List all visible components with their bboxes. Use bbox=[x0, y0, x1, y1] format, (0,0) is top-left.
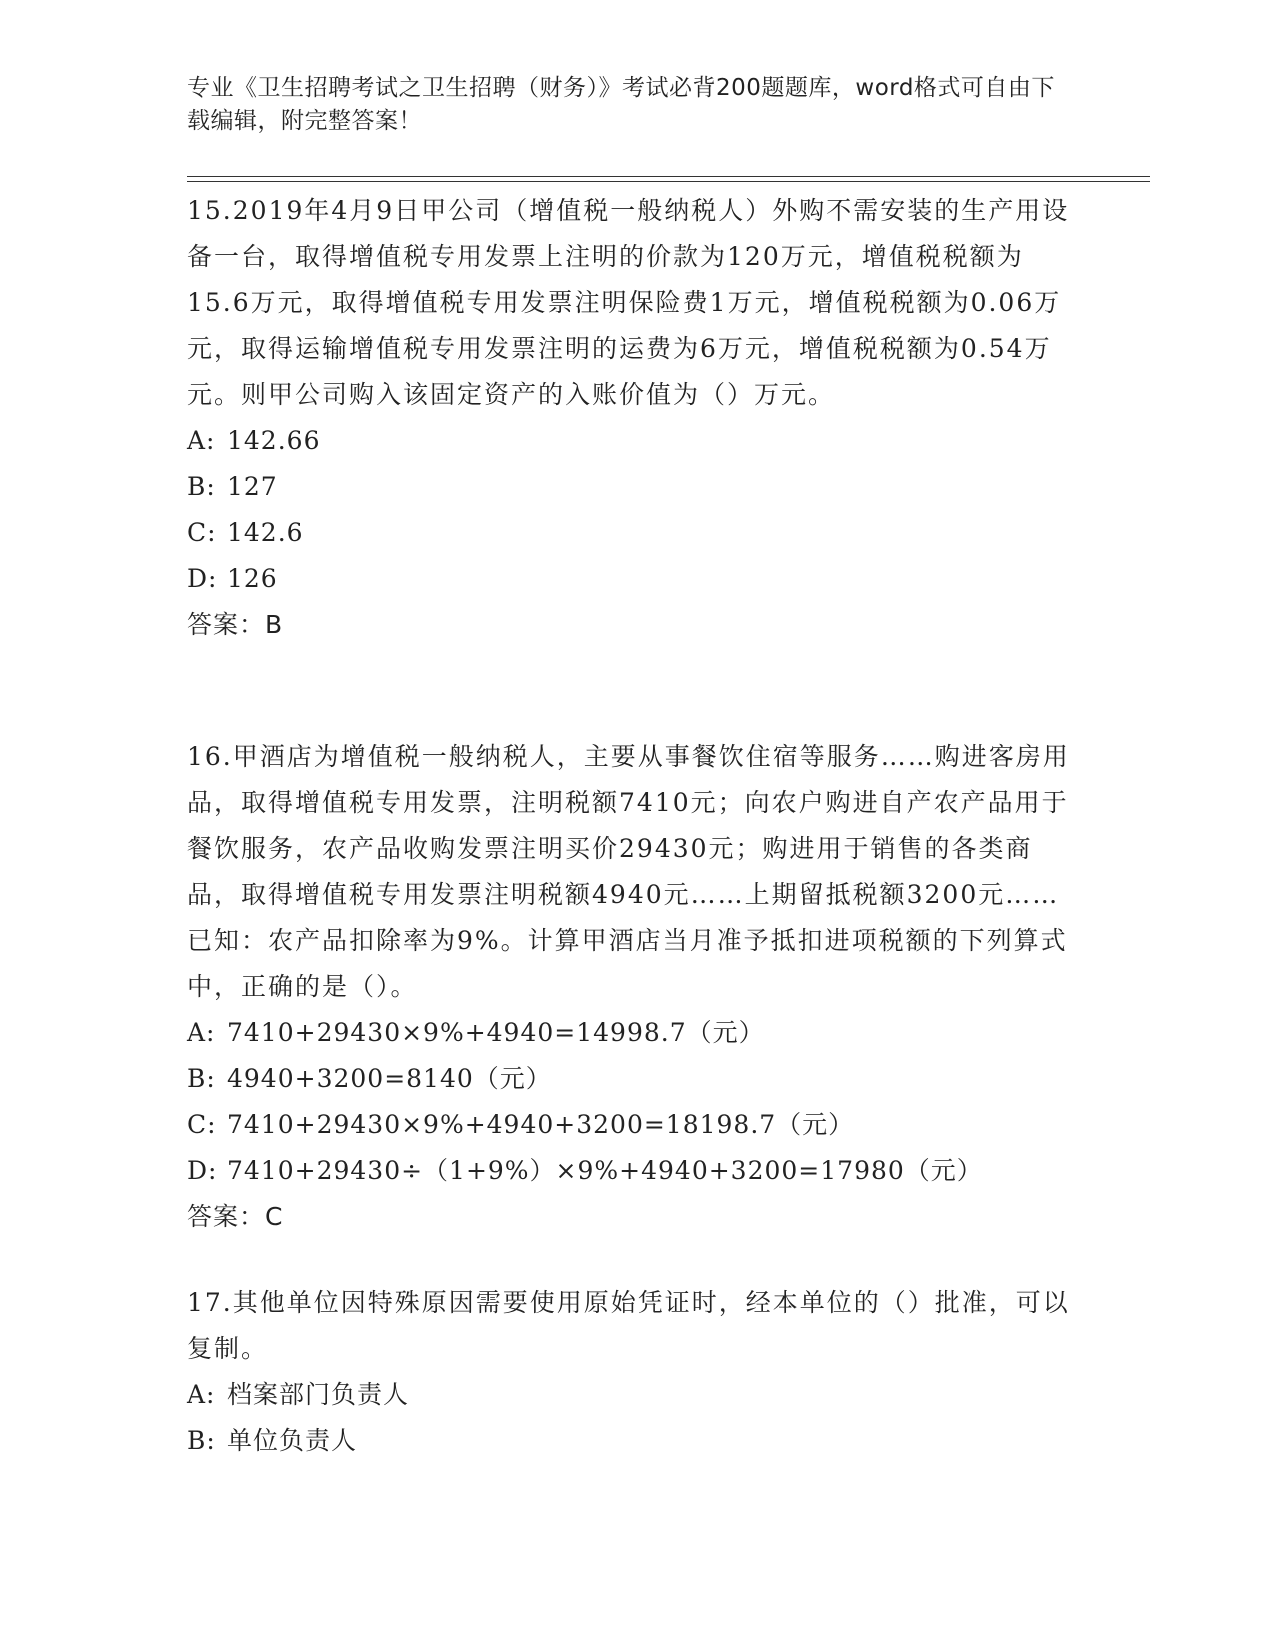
option-text: 142.66 bbox=[227, 426, 321, 455]
option-b bbox=[187, 464, 1082, 510]
question-text: 17.其他单位因特殊原因需要使用原始凭证时，经本单位的（）批准，可以复制。 bbox=[187, 1288, 1070, 1363]
option-letter: B: bbox=[187, 472, 216, 501]
option-a bbox=[187, 1372, 1082, 1418]
question-text: 16.甲酒店为增值税一般纳税人，主要从事餐饮住宿等服务……购进客房用品，取得增值税专用发票，注明税额7410元；向农户购进自产农产品用于餐饮服务，农产品收购发票注明买价29430元；购进用于销售的各类商品，取得增值税专用发票注明税额4940元……上期留抵税额3200元……已知：农产品扣除率为9%。计算甲酒店当月准予抵扣进项税额的下列算式中，正确的是（）。 bbox=[187, 742, 1070, 1001]
option-text: 单位负责人 bbox=[227, 1426, 358, 1455]
option-text: 4940+3200=8140（元） bbox=[227, 1064, 552, 1093]
option-a bbox=[187, 1010, 1082, 1056]
option-letter: C: bbox=[187, 518, 217, 547]
header-divider-top bbox=[187, 176, 1150, 177]
question-16 bbox=[187, 734, 1082, 1240]
option-letter: D: bbox=[187, 1156, 218, 1185]
option-text: 7410+29430×9%+4940=14998.7（元） bbox=[227, 1018, 765, 1047]
option-text: 7410+29430÷（1+9%）×9%+4940+3200=17980（元） bbox=[227, 1156, 983, 1185]
option-letter: B: bbox=[187, 1426, 216, 1455]
option-d bbox=[187, 1148, 1082, 1194]
option-b bbox=[187, 1418, 1082, 1464]
option-letter: C: bbox=[187, 1110, 217, 1139]
option-letter: A: bbox=[187, 1018, 216, 1047]
option-c bbox=[187, 510, 1082, 556]
option-b bbox=[187, 1056, 1082, 1102]
question-text: 15.2019年4月9日甲公司（增值税一般纳税人）外购不需安装的生产用设备一台，取得增值税专用发票上注明的价款为120万元，增值税税额为15.6万元，取得增值税专用发票注明保险费1万元，增值税税额为0.06万元，取得运输增值税专用发票注明的运费为6万元，增值税税额为0.54万元。则甲公司购入该固定资产的入账价值为（）万元。 bbox=[187, 196, 1070, 409]
option-letter: A: bbox=[187, 426, 216, 455]
answer-line: 答案：C bbox=[187, 1202, 284, 1231]
header-divider-bottom bbox=[187, 181, 1150, 182]
option-d bbox=[187, 556, 1082, 602]
option-text: 档案部门负责人 bbox=[227, 1380, 410, 1409]
option-text: 7410+29430×9%+4940+3200=18198.7（元） bbox=[227, 1110, 855, 1139]
option-c bbox=[187, 1102, 1082, 1148]
answer-line: 答案：B bbox=[187, 610, 284, 639]
option-text: 127 bbox=[227, 472, 278, 501]
option-letter: A: bbox=[187, 1380, 216, 1409]
document-header: 专业《卫生招聘考试之卫生招聘（财务）》考试必背200题题库，word格式可自由下载编辑，附完整答案！ bbox=[187, 75, 1055, 134]
option-letter: D: bbox=[187, 564, 218, 593]
question-17 bbox=[187, 1280, 1082, 1464]
option-letter: B: bbox=[187, 1064, 216, 1093]
question-15 bbox=[187, 188, 1082, 648]
option-text: 142.6 bbox=[227, 518, 304, 547]
option-text: 126 bbox=[227, 564, 278, 593]
option-a bbox=[187, 418, 1082, 464]
